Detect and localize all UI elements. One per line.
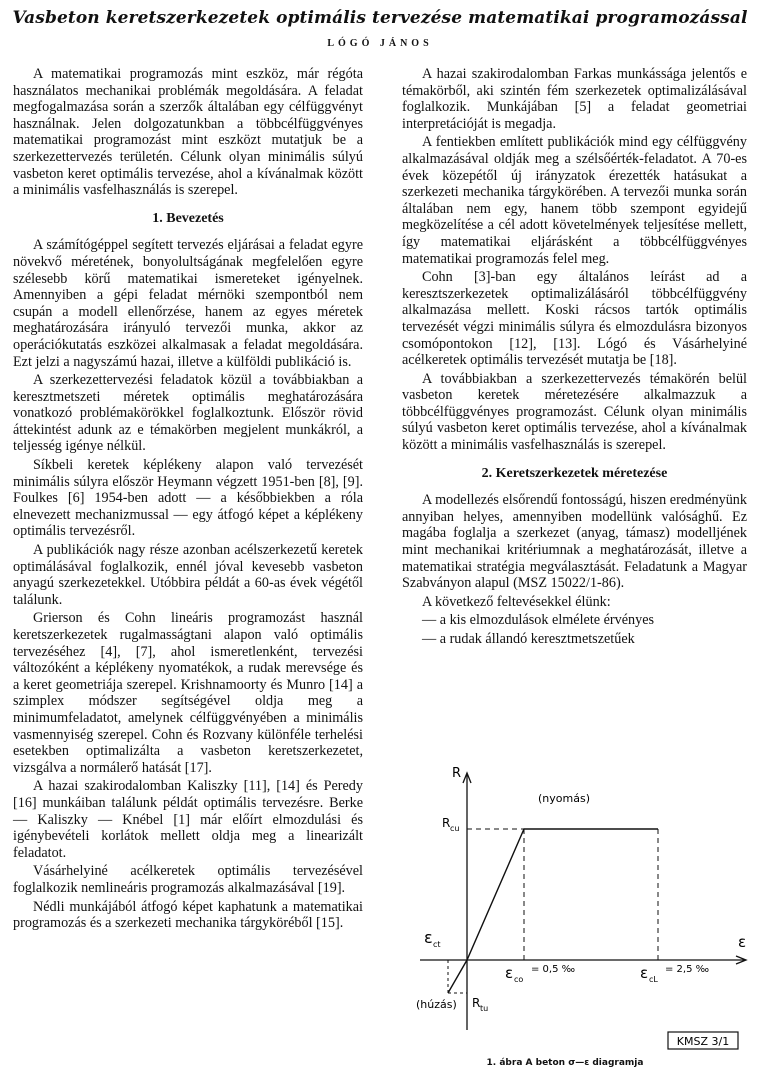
figure-caption: 1. ábra A beton σ—ε diagramja <box>486 1058 644 1068</box>
body-paragraph: Cohn [3]-ban egy általános leírást ad a keresztszerkezetek optimalizálásáról többcélfüggvény alkalmazása mellett. Koski rácsos tartók optimális tervezését végzi minimális súlyra és elmozdulásra bizonyos csomópontokon [12], [13]. Lógó és Vásárhelyiné acélkeretek optimális tervezését mutatja be [18]. <box>402 269 747 369</box>
body-paragraph: A modellezés elsőrendű fontosságú, hiszen eredményünk annyiban helyes, amennyiben modellünk valósághű. Ez magába foglalja a szerkezet (anyag, támasz) modelljének mint mechanikai kritériumnak a meghatározását, illetve a matematikai stratégia megválasztását. Feladatunk a Magyar Szabványon alapul (MSZ 15022/1-86). <box>402 492 747 592</box>
stress-strain-figure <box>400 755 750 1070</box>
rcu-subscript: cu <box>450 824 460 833</box>
assumption-item: — a rudak állandó keresztmetszetűek <box>422 631 635 647</box>
eco-value: = 0,5 ‰ <box>531 964 576 975</box>
body-paragraph: A számítógéppel segített tervezés eljárásai a feladat egyre növekvő méretének, bonyolultságának megfelelően egyre szélesebb körű matematikai ismereteket igényelnek. Amennyiben a gépi feladat mérnöki szempontból nem csupán a modell ellenőrzése, hanem az egyes méretek meghatározására irányuló tervezői munka, akkor az operációkutatás eszközei alkalmasak a feladat megoldására. Ezt jelzi a nagyszámú hazai, illetve a külföldi publikáció is. <box>13 237 363 370</box>
stamp-text: KMSZ 3/1 <box>676 1035 730 1048</box>
tension-label: (húzás) <box>416 998 457 1011</box>
body-paragraph: A szerkezettervezési feladatok közül a továbbiakban a keresztmetszeti méretek optimális meghatározására vonatkozó problémakörökkel foglalkoztunk. Először rövid áttekintést adunk az e témakörben megjelent munkákról, a teljesség igénye nélkül. <box>13 372 363 455</box>
y-axis-label: R <box>452 766 462 781</box>
abstract-paragraph: A matematikai programozás mint eszköz, már régóta használatos mechanikai problémák megoldására. A feladat megfogalmazása során a szerzők általában egy célfüggvényt használnak. Jelen dolgozatunkban a többcélfüggvényes matematikai programozást mint eszközt mutatjuk be a szerkezettervezés területén. Célunk olyan minimális súlyú vasbeton keret optimális tervezése, ahol a kívánalmak között a minimális vasfelhasználás is szerepel. <box>13 66 363 199</box>
body-paragraph: A fentiekben említett publikációk mind egy célfüggvény alkalmazásával oldják meg a szélsőérték-feladatot. A 70-es évek közepétől új irányzatok érezették hatásukat a szerkezeti mechanika tárgykörében. A tervezői munka során általában nem egy, hanem több szempont egyidejű megközelítése a cél adott követelmények teljesítése mellett, így matematikai eljárásként a többcélfüggvényes matematikai programozás felel meg. <box>402 134 747 267</box>
eco-label: ε <box>505 964 514 982</box>
body-paragraph: A publikációk nagy része azonban acélszerkezetű keretek optimálásával foglalkozik, ennél jóval kevesebb vasbeton anyagú szerkezetekkel. Utóbbira példát a 60-as évek végétől találunk. <box>13 542 363 608</box>
author: LÓGÓ JÁNOS <box>327 38 433 49</box>
assumption-item: — a kis elmozdulások elmélete érvényes <box>422 612 655 629</box>
stress-strain-diagram <box>400 755 750 1055</box>
body-paragraph: A következő feltevésekkel élünk: <box>422 593 611 610</box>
rcu-label: R <box>442 816 451 830</box>
body-paragraph: Vásárhelyiné acélkeretek optimális tervezésével foglalkozik nemlineáris programozás alkalmazásával [19]. <box>13 863 363 896</box>
ecl-subscript: cL <box>649 975 658 984</box>
x-axis-label: ε <box>738 933 747 951</box>
body-paragraph: A hazai szakirodalomban Farkas munkássága jelentős e témakörből, aki szintén fém szerkezetek optimalizálásával foglalkozik. Munkájában [5] a feladat geometriai interpretációját is megadja. <box>402 66 747 132</box>
rtu-label: R <box>472 996 481 1010</box>
body-paragraph: A továbbiakban a szerkezettervezés témakörén belül vasbeton keretek méretezésére alkalmazzuk a többcélfüggvényes programozást. Célunk olyan minimális súlyú vasbeton keret optimális tervezése, ahol a kívánalmak között a minimális vasfelhasználás is szerepel. <box>402 370 747 454</box>
section-heading-2: 2. Keretszerkezetek méretezése <box>481 465 668 481</box>
page-title: Vasbeton keretszerkezetek optimális tervezése matematikai programozással <box>12 8 748 28</box>
ecl-label: ε <box>640 964 649 982</box>
ecl-value: = 2,5 ‰ <box>665 964 710 975</box>
ect-subscript: ct <box>433 940 441 949</box>
left-column <box>13 66 363 934</box>
eco-subscript: co <box>514 975 524 984</box>
body-paragraph: Nédli munkájából átfogó képet kaphatunk a matematikai programozás és a szerkezeti mechanika tárgyköréből [15]. <box>13 898 363 932</box>
section-heading-1: 1. Bevezetés <box>152 210 224 226</box>
body-paragraph: Grierson és Cohn lineáris programozást használ keretszerkezetek rugalmasságtani alapon való optimális tervezéséhez [4], [7], ahol ismeretlenként, tervezési változóként a képlékeny nyomatékok, a rudak merevsége és a keret geometriája szerepel. Krishnamoorty és Munro [14] a szimplex módszer segítségével oldja meg a minimumfeladatot, amelynek célfüggvényében a minimális vasmennyiség szerepel. Cohn és Rozvany különféle terhelési esetekben optimalizálta a vasbeton keretszerkezetet, vizsgálva a normálerő hatását [17]. <box>13 610 363 776</box>
rtu-subscript: tu <box>480 1004 489 1013</box>
ect-label: ε <box>424 928 433 947</box>
right-column <box>402 66 747 650</box>
body-paragraph: A hazai szakirodalomban Kaliszky [11], [14] és Peredy [16] munkáiban találunk példát optimális tervezésre. Berke — Kaliszky — Knébel [1] már előírt elmozdulási és igénybevételi korlátok mellett oldja meg a linearizált feladatot. <box>13 778 363 861</box>
compression-label: (nyomás) <box>538 792 590 805</box>
body-paragraph: Síkbeli keretek képlékeny alapon való tervezését minimális súlyra először Heymann végzett 1951-ben [8], [9]. Foulkes [6] 1954-ben adott — a későbbiekben a róla elnevezett mechanizmussal — egy átfogó képet a képlékeny optimális tervezésről. <box>13 457 363 540</box>
